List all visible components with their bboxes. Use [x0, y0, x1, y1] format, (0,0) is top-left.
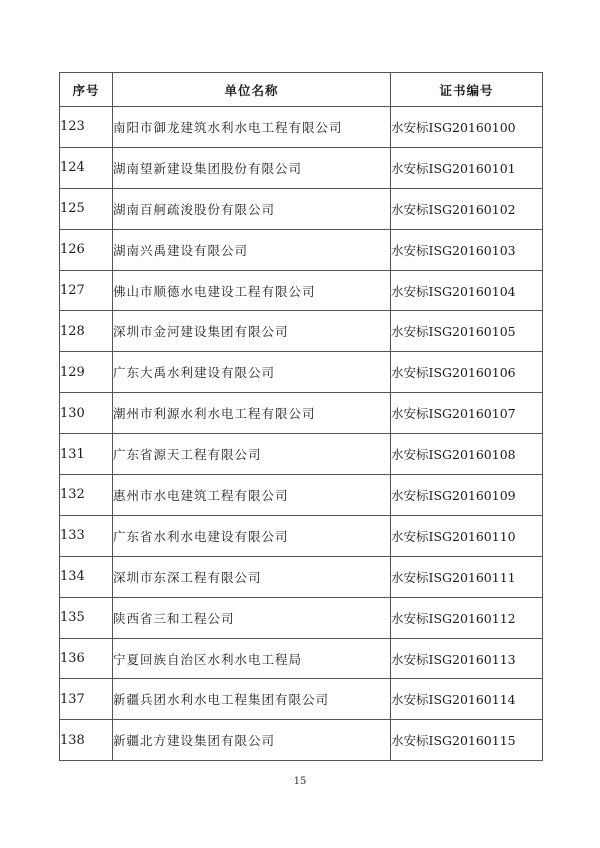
certificate-table	[59, 72, 543, 761]
row-serial-number: 133	[60, 515, 113, 556]
row-company-name: 湖南望新建设集团股份有限公司	[113, 147, 391, 188]
row-certificate-number: 水安标ⅠSG20160112	[391, 597, 543, 638]
table-row	[60, 434, 543, 475]
page-number: 15	[293, 776, 307, 787]
row-certificate-number: 水安标ⅠSG20160104	[391, 270, 543, 311]
row-company-name: 南阳市御龙建筑水利水电工程有限公司	[113, 107, 391, 148]
table-header	[60, 73, 543, 107]
row-serial-number: 124	[60, 147, 113, 188]
row-certificate-number: 水安标ⅠSG20160105	[391, 311, 543, 352]
header-company-name: 单位名称	[113, 73, 391, 107]
row-company-name: 惠州市水电建筑工程有限公司	[113, 475, 391, 516]
row-certificate-number: 水安标ⅠSG20160100	[391, 107, 543, 148]
row-serial-number: 138	[60, 720, 113, 761]
row-certificate-number: 水安标ⅠSG20160103	[391, 229, 543, 270]
row-certificate-number: 水安标ⅠSG20160108	[391, 434, 543, 475]
table-row	[60, 638, 543, 679]
row-company-name: 宁夏回族自治区水利水电工程局	[113, 638, 391, 679]
row-certificate-number: 水安标ⅠSG20160107	[391, 393, 543, 434]
row-serial-number: 127	[60, 270, 113, 311]
row-serial-number: 126	[60, 229, 113, 270]
row-certificate-number: 水安标ⅠSG20160114	[391, 679, 543, 720]
header-serial-number: 序号	[60, 73, 113, 107]
row-certificate-number: 水安标ⅠSG20160115	[391, 720, 543, 761]
table-row	[60, 229, 543, 270]
row-serial-number: 134	[60, 556, 113, 597]
table-row	[60, 475, 543, 516]
row-serial-number: 129	[60, 352, 113, 393]
row-serial-number: 132	[60, 475, 113, 516]
table-row	[60, 107, 543, 148]
table-row	[60, 597, 543, 638]
row-company-name: 深圳市金河建设集团有限公司	[113, 311, 391, 352]
row-company-name: 深圳市东深工程有限公司	[113, 556, 391, 597]
table-row	[60, 556, 543, 597]
row-company-name: 广东大禹水利建设有限公司	[113, 352, 391, 393]
row-company-name: 新疆兵团水利水电工程集团有限公司	[113, 679, 391, 720]
row-certificate-number: 水安标ⅠSG20160110	[391, 515, 543, 556]
row-certificate-number: 水安标ⅠSG20160111	[391, 556, 543, 597]
table-row	[60, 393, 543, 434]
table-body	[60, 107, 543, 761]
row-company-name: 广东省水利水电建设有限公司	[113, 515, 391, 556]
row-company-name: 潮州市利源水利水电工程有限公司	[113, 393, 391, 434]
row-company-name: 佛山市顺德水电建设工程有限公司	[113, 270, 391, 311]
header-certificate-number: 证书编号	[391, 73, 543, 107]
table-row	[60, 188, 543, 229]
row-company-name: 湖南兴禹建设有限公司	[113, 229, 391, 270]
table-row	[60, 720, 543, 761]
row-company-name: 新疆北方建设集团有限公司	[113, 720, 391, 761]
table-row	[60, 311, 543, 352]
row-company-name: 湖南百舸疏浚股份有限公司	[113, 188, 391, 229]
row-serial-number: 128	[60, 311, 113, 352]
table-row	[60, 679, 543, 720]
row-certificate-number: 水安标ⅠSG20160101	[391, 147, 543, 188]
row-serial-number: 137	[60, 679, 113, 720]
row-certificate-number: 水安标ⅠSG20160106	[391, 352, 543, 393]
row-serial-number: 130	[60, 393, 113, 434]
row-serial-number: 131	[60, 434, 113, 475]
row-company-name: 广东省源天工程有限公司	[113, 434, 391, 475]
row-serial-number: 136	[60, 638, 113, 679]
row-certificate-number: 水安标ⅠSG20160113	[391, 638, 543, 679]
row-certificate-number: 水安标ⅠSG20160109	[391, 475, 543, 516]
row-serial-number: 125	[60, 188, 113, 229]
row-certificate-number: 水安标ⅠSG20160102	[391, 188, 543, 229]
header-row	[60, 73, 543, 107]
row-serial-number: 135	[60, 597, 113, 638]
table-row	[60, 515, 543, 556]
table-row	[60, 147, 543, 188]
row-serial-number: 123	[60, 107, 113, 148]
table-row	[60, 352, 543, 393]
row-company-name: 陕西省三和工程公司	[113, 597, 391, 638]
table-row	[60, 270, 543, 311]
